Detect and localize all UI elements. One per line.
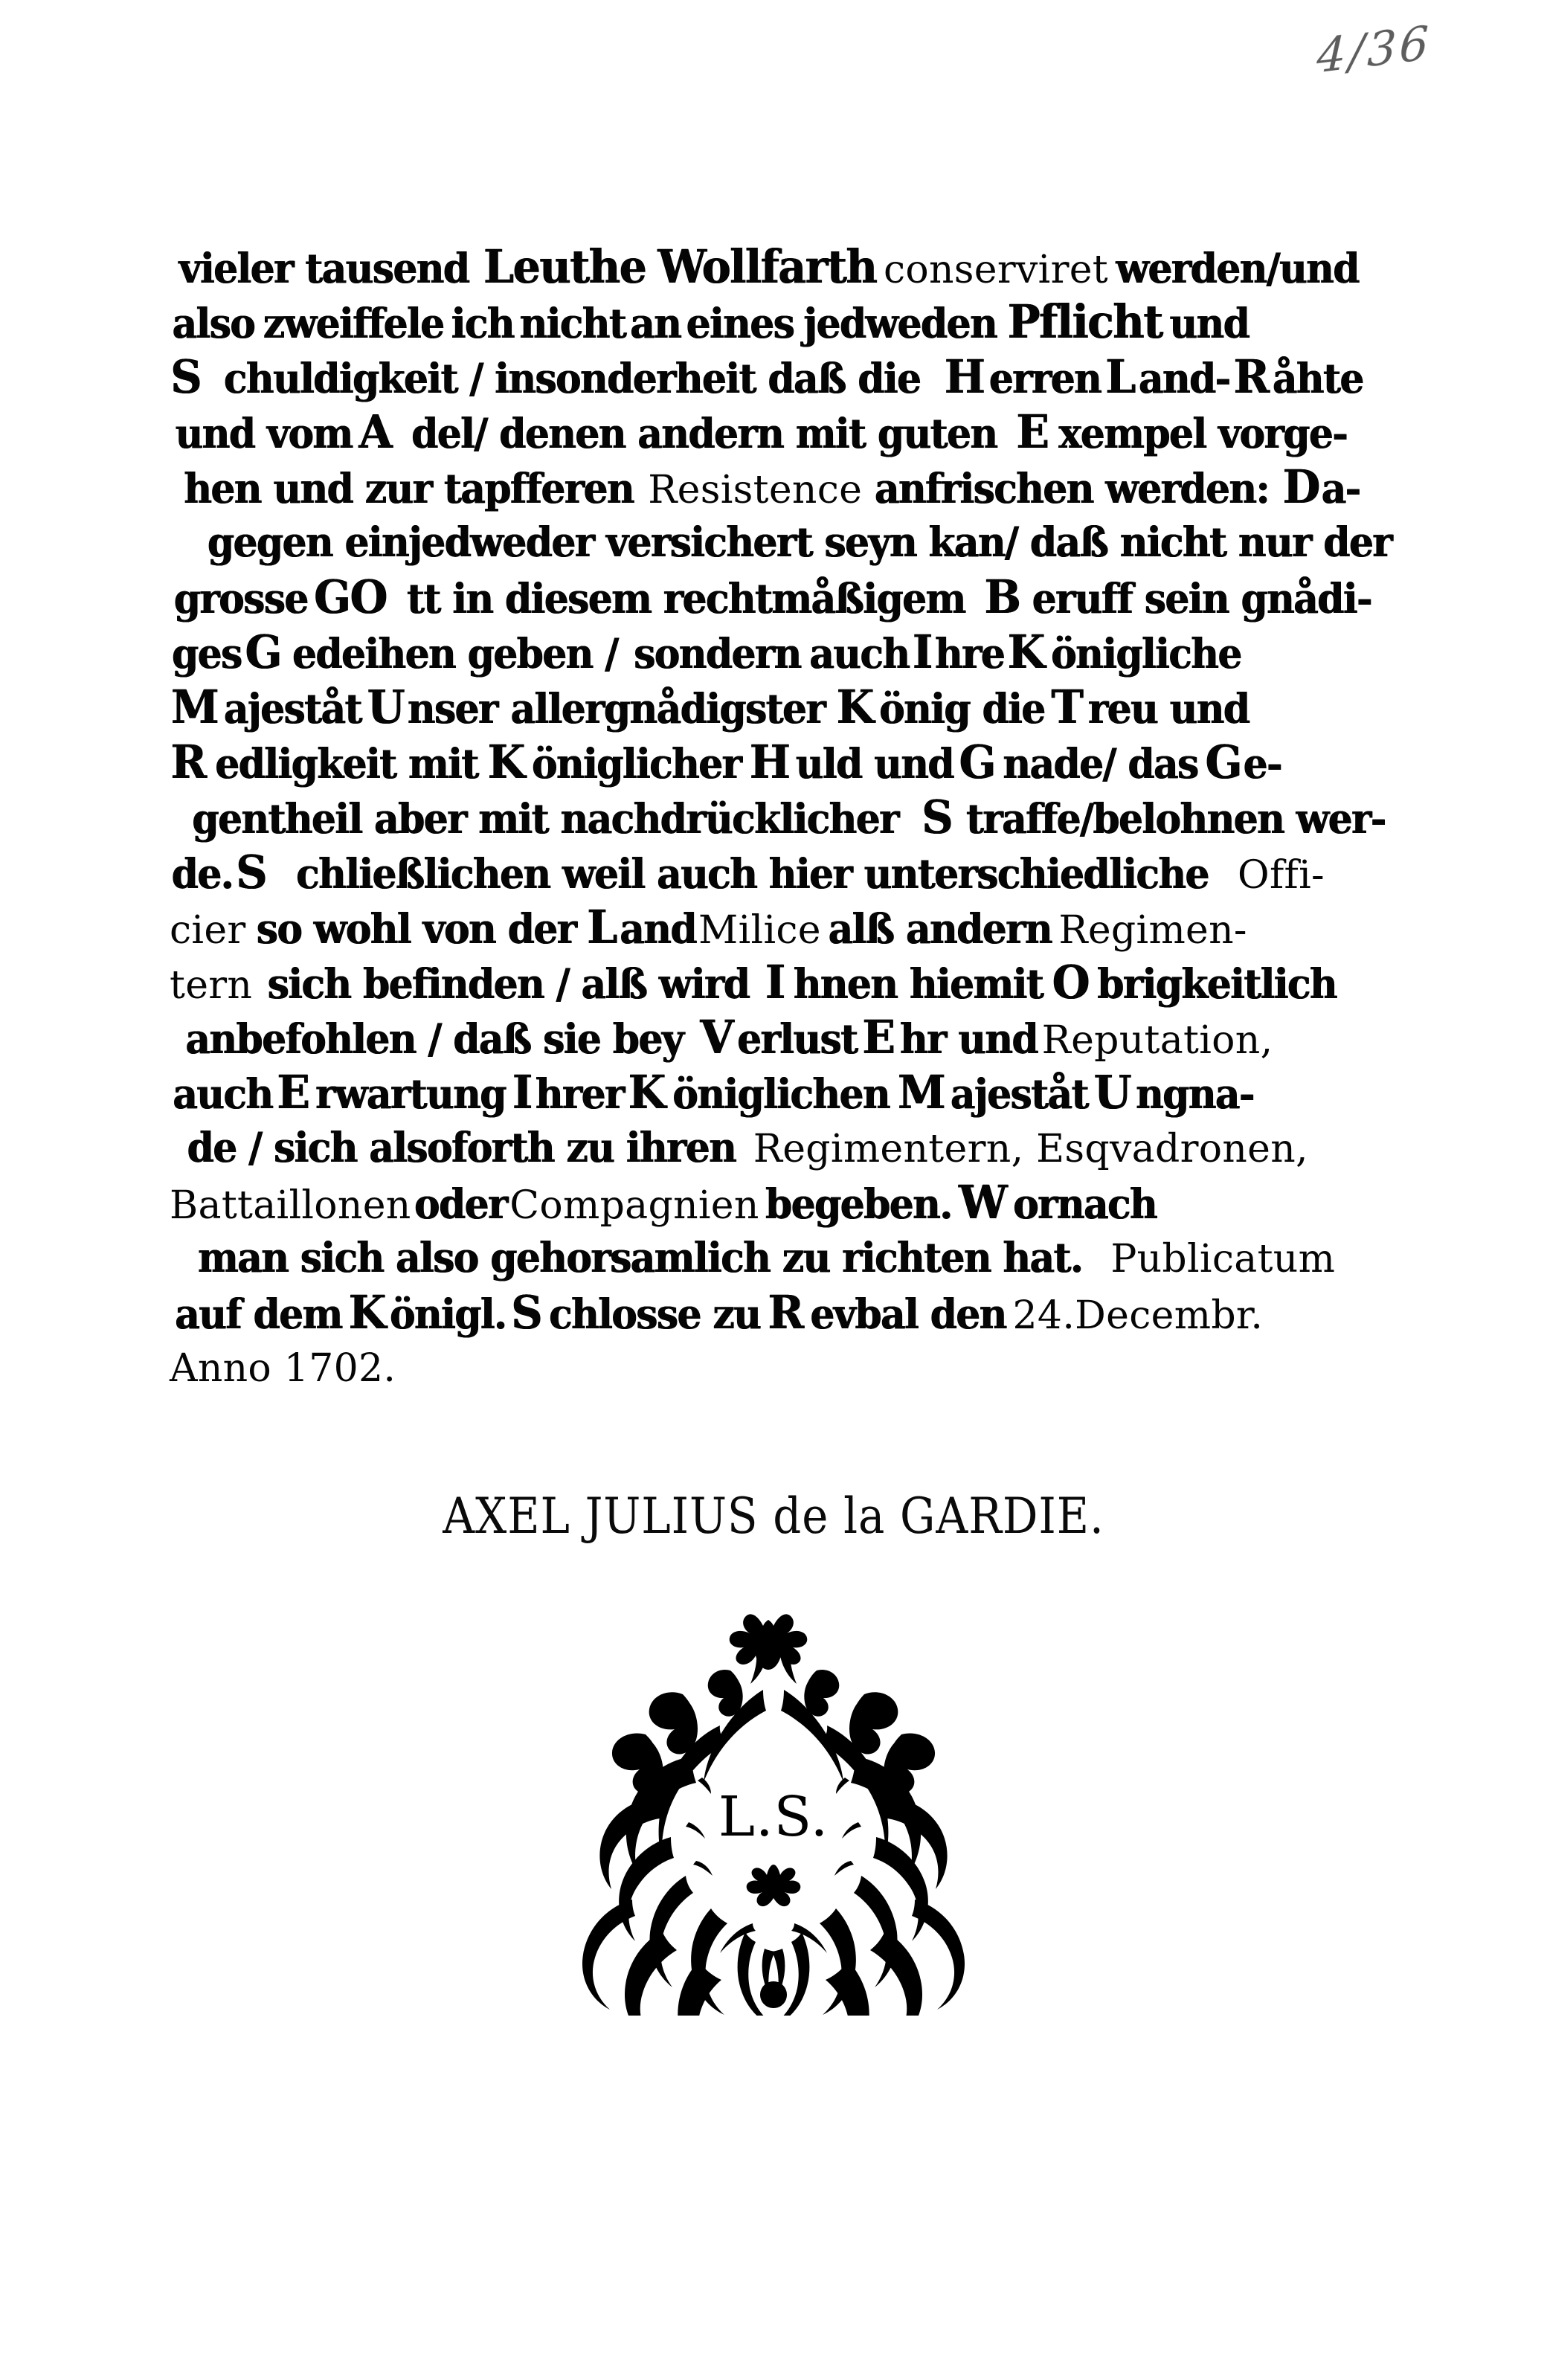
- text-run: W: [959, 1175, 1007, 1229]
- text-run: G: [959, 735, 996, 789]
- text-line: [170, 845, 1368, 900]
- text-line: [170, 1230, 1368, 1285]
- text-run: Publicatum: [1110, 1237, 1336, 1281]
- text-line: [170, 239, 1368, 295]
- seal-ornament: [543, 1599, 1004, 2016]
- text-run: åhte: [1273, 354, 1363, 402]
- text-run: E: [277, 1065, 309, 1119]
- text-line: [170, 625, 1368, 680]
- text-line: [170, 900, 1368, 955]
- text-run: B: [984, 570, 1020, 624]
- text-run: conserviret: [883, 248, 1109, 292]
- text-run: K: [1007, 625, 1044, 679]
- text-run: gegen einjedweder versichert seyn kan/ daß nicht nur der: [207, 518, 1392, 566]
- text-run: erren: [988, 354, 1101, 402]
- text-run: V: [700, 1010, 733, 1064]
- text-run: Anno 1702.: [170, 1346, 396, 1391]
- text-run: I: [512, 1065, 533, 1119]
- text-run: werden/und: [1116, 244, 1359, 292]
- text-run: H: [749, 735, 790, 789]
- text-run: Reputation,: [1041, 1018, 1273, 1063]
- text-run: Milice: [698, 908, 821, 953]
- body-text-block: [170, 239, 1392, 1395]
- text-run: R: [170, 735, 206, 789]
- signature-line: AXEL JULIUS de la GARDIE.: [443, 1488, 1104, 1545]
- text-run: Wollfarth: [657, 239, 877, 294]
- text-run: man sich also gehorsamlich zu richten hat.: [197, 1233, 1083, 1281]
- text-run: e-: [1243, 739, 1282, 788]
- text-run: Decembr.: [1075, 1293, 1264, 1338]
- text-run: A: [358, 405, 392, 459]
- text-run: a-: [1322, 464, 1361, 512]
- text-run: Leuthe: [483, 239, 646, 294]
- text-run: S: [170, 350, 201, 404]
- text-run: L: [586, 900, 617, 954]
- text-run: E: [862, 1010, 895, 1064]
- text-run: S: [922, 790, 953, 844]
- text-run: ges: [171, 629, 242, 678]
- text-run: rwartung: [315, 1070, 506, 1118]
- text-run: T: [1051, 680, 1083, 734]
- text-run: H: [944, 350, 984, 404]
- text-line: [170, 570, 1371, 625]
- text-run: and: [620, 904, 696, 953]
- text-line: [170, 680, 1368, 735]
- text-run: oder: [414, 1180, 507, 1228]
- text-run: chuldigkeit / insonderheit daß die: [224, 354, 921, 402]
- text-run: del/ denen andern mit guten: [411, 409, 997, 457]
- text-run: Compagnien: [509, 1183, 759, 1228]
- text-run: alß andern: [828, 904, 1052, 953]
- text-run: K: [487, 735, 524, 789]
- handwritten-corner-annotation: 4/36: [1316, 15, 1432, 84]
- text-run: nade/ das: [1003, 739, 1198, 788]
- text-run: eines: [686, 299, 794, 347]
- text-run: S: [236, 845, 266, 899]
- text-run: chlosse zu: [549, 1290, 761, 1338]
- text-run: R: [1233, 350, 1269, 404]
- text-line: [170, 1175, 1368, 1230]
- text-run: anbefohlen / daß sie bey: [185, 1014, 684, 1063]
- text-run: reu und: [1088, 684, 1250, 733]
- text-run: tt in diesem rechtmåßigem: [407, 574, 966, 623]
- text-run: K: [836, 680, 873, 734]
- text-run: ngna-: [1135, 1070, 1254, 1118]
- text-run: vieler tausend: [178, 244, 469, 292]
- text-run: eruff sein gnådi-: [1032, 574, 1371, 623]
- text-run: gentheil aber mit nachdrücklicher: [192, 794, 898, 843]
- text-run: O: [1052, 955, 1089, 1009]
- text-run: de / sich alsoforth zu ihren: [187, 1123, 736, 1171]
- text-run: und vom: [175, 409, 353, 457]
- text-line: [170, 350, 1368, 405]
- text-run: edligkeit mit: [215, 739, 478, 788]
- text-run: also: [172, 299, 255, 347]
- text-line: [170, 460, 1368, 515]
- text-run: jedweden: [803, 299, 997, 347]
- text-run: G: [1205, 735, 1241, 789]
- text-line: [170, 1120, 1368, 1175]
- text-run: önigliche: [1051, 629, 1242, 678]
- text-run: und: [1169, 299, 1250, 347]
- text-run: ich: [451, 299, 514, 347]
- text-run: U: [367, 680, 404, 734]
- text-run: M: [171, 680, 219, 734]
- text-run: grosse: [173, 574, 308, 623]
- text-run: hrer: [535, 1070, 624, 1118]
- text-run: hen und zur tapfferen: [184, 464, 634, 512]
- text-run: traffe/belohnen wer-: [966, 794, 1386, 843]
- text-run: erlust: [737, 1014, 858, 1063]
- text-line: [170, 1285, 1368, 1340]
- text-line: [170, 1065, 1368, 1120]
- text-run: auf dem: [175, 1290, 342, 1338]
- text-run: chließlichen weil auch hier unterschiedliche: [296, 849, 1209, 898]
- text-run: Resistence: [648, 468, 863, 512]
- text-run: an: [630, 299, 681, 347]
- text-line: [170, 1340, 1368, 1395]
- text-run: öniglichen: [672, 1070, 890, 1118]
- text-run: G: [245, 625, 281, 679]
- text-run: begeben.: [765, 1180, 952, 1228]
- text-run: öniglicher: [532, 739, 742, 788]
- text-run: so wohl von der: [256, 904, 576, 953]
- text-run: sich befinden / alß wird: [267, 959, 750, 1008]
- text-run: S: [511, 1285, 541, 1339]
- text-run: I: [913, 625, 932, 679]
- text-run: R: [768, 1285, 803, 1339]
- text-run: hre: [934, 629, 1004, 678]
- text-line: [170, 515, 1392, 570]
- seal-label-ls: L.S.: [718, 1785, 829, 1849]
- text-run: U: [1093, 1065, 1131, 1119]
- text-run: allergnådigster: [510, 684, 826, 733]
- text-run: K: [628, 1065, 665, 1119]
- text-run: anfrischen werden:: [875, 464, 1270, 512]
- text-run: brigkeitlich: [1097, 959, 1337, 1008]
- text-run: ornach: [1012, 1180, 1157, 1228]
- text-run: auch: [173, 1070, 273, 1118]
- text-run: tern: [170, 963, 253, 1008]
- text-run: nser: [408, 684, 498, 733]
- text-run: hr und: [899, 1014, 1038, 1063]
- text-run: hnen hiemit: [793, 959, 1043, 1008]
- text-run: Offi-: [1238, 853, 1325, 898]
- text-line: [170, 735, 1368, 790]
- text-run: E: [1016, 405, 1049, 459]
- text-line: [170, 955, 1368, 1010]
- text-run: önigl.: [390, 1290, 506, 1338]
- text-line: [170, 405, 1368, 460]
- text-run: M: [898, 1065, 945, 1119]
- text-run: and-: [1138, 354, 1230, 402]
- text-run: uld und: [795, 739, 953, 788]
- text-run: GO: [314, 570, 387, 624]
- text-run: ajeståt: [951, 1070, 1089, 1118]
- text-run: önig die: [879, 684, 1045, 733]
- text-run: Battaillonen: [170, 1183, 411, 1228]
- text-run: nicht: [519, 299, 625, 347]
- text-run: ajeståt: [224, 684, 361, 733]
- text-run: evbal den: [810, 1290, 1007, 1338]
- text-run: Regimen-: [1058, 908, 1247, 953]
- text-run: Regimentern, Esqvadronen,: [753, 1127, 1308, 1171]
- text-run: de.: [171, 849, 234, 898]
- text-run: L: [1104, 350, 1135, 404]
- text-run: xempel vorge-: [1058, 409, 1348, 457]
- text-run: zweiffele: [263, 299, 444, 347]
- text-run: Pflicht: [1007, 295, 1162, 349]
- text-run: sondern: [633, 629, 801, 678]
- text-run: cier: [170, 908, 246, 953]
- text-line: [170, 790, 1386, 845]
- text-run: K: [348, 1285, 385, 1339]
- text-line: [170, 295, 1368, 350]
- text-run: 24.: [1012, 1293, 1075, 1338]
- text-run: I: [765, 955, 785, 1009]
- text-run: auch: [808, 629, 909, 678]
- text-run: D: [1282, 460, 1319, 514]
- text-line: [170, 1010, 1368, 1065]
- text-run: edeihen geben /: [292, 629, 618, 678]
